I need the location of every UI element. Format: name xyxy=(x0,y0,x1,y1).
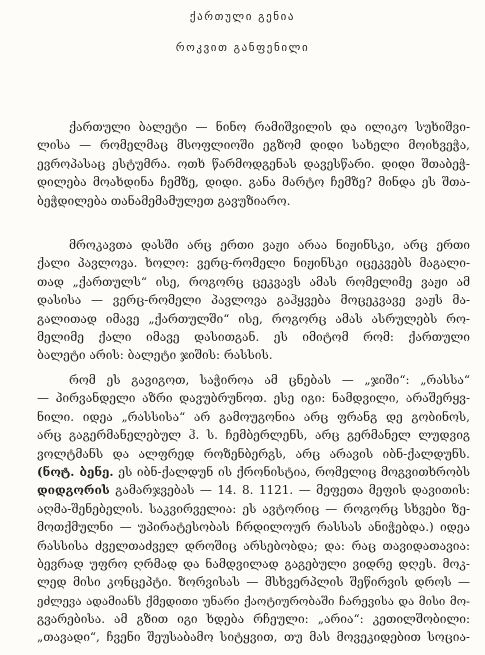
page-subtitle: როკვით განფენილი xyxy=(175,41,310,54)
text-line: აღმა-შენებელის. საკვირველია: ეს ავტორიც — როგორც სხვები ზე- xyxy=(37,501,470,516)
paragraph-3 xyxy=(37,371,470,647)
text-line: ვოლტმანს და ალფრედ როზენბერგს, არც არავის იბნ-ქალდუნს. xyxy=(37,446,470,461)
text-line xyxy=(37,463,470,481)
text-line: ქალი პავლოვა. ხოლო: ვერც-რომელი ნიჟინსკი იცეკვებს მაგალი- xyxy=(37,256,470,271)
line-text: გამარჯვებას — 14. 8. 1121. — მეფეთა მეფის დავითის: xyxy=(109,483,470,498)
text-line: მოთქმულნი — უპირატესობას ჩრდილოურ რასსას ანიჭებდა.) იდეა xyxy=(37,520,470,535)
text-line: გვარებისა. ამ გზით იგი ხდება რჩეული: „არია“: კეთილშობილი: xyxy=(37,612,470,627)
text-line: ლედ მისი კონცეპტი. ზორვისას — მსხვერპლის შეწირვის დროს — xyxy=(37,575,470,590)
text-line: არც გაგერმანელებულ ჰ. ს. ჩემბერლენს, არც გერმანელ ლუდვიგ xyxy=(37,428,470,443)
line-text: ეს იბნ-ქალდუნ ის ქრონისტია, რომელიც მოგვითხრობს xyxy=(113,464,470,479)
text-line: მროკავთა დასში არც ერთი ვაჟი არაა ნიჟინსკი, არც ერთი xyxy=(69,238,470,252)
text-line: რომ ეს გავიგოთ, საჭიროა ამ ცნებას — „ჯიში“: „რასსა“ xyxy=(69,373,470,387)
text-line: ევროპასაც ესტუმრა. ოთხ წარმოდგენას დავესწარი. დიდი შთაბეჭ- xyxy=(37,156,470,171)
text-line: თად „ქართულს“ ისე, როგორც ცეკვავს ამას რომელიმე ვაჟი ამ xyxy=(37,274,470,289)
text-line: ლისა — რომელმაც მსოფლიოში ეგზომ დიდი სახელი მოიხვეჭა, xyxy=(37,138,470,153)
text-line: ბალეტი არის: ბალეტი ჯიშის: რასსის. xyxy=(37,348,273,363)
text-line: „თავადი“, ჩვენი შეუსაბამო სიტყვით, თუ მას მოვეკიდებით სოცია- xyxy=(37,630,470,645)
text-line: ბევრად უფრო ღრმად და ნამდვილად გაგებული ვიდრე დღეს. მოკ- xyxy=(37,556,470,571)
text-line: დილება მოახდინა ჩემზე, დიდი. განა მარტო ჩემზე? მინდა ეს შთა- xyxy=(37,175,470,190)
paragraph-2 xyxy=(37,236,470,365)
text-line: რასსისა ძველთაძველ დროშიც არსებობდა; და: რაც თავიდათავია: xyxy=(37,538,470,553)
text-line: ქართული ბალეტი — ნინო რამიშვილის და ილიკო სუხიშვი- xyxy=(69,120,470,134)
text-line: დასისა — ვერც-რომელი პავლოვა გაჰყვება მოცეკვავე ვაჟს მა- xyxy=(37,293,470,308)
page-title: ქართული გენია xyxy=(189,10,296,23)
text-line: ბეჭდილება თანამემამულეთ გავუზიარო. xyxy=(37,193,291,208)
text-line: ნილი. იდეა „რასსისა“ არ გამოუგონია არც ფრანგ დე გობინოს, xyxy=(37,409,470,424)
bold-text: (ნოტ. ბენე. xyxy=(37,464,114,479)
text-line: ეძლევა ადამიანს ქმედითი უნარი ქაოტიურობაში ჩარევისა და მისი მო- xyxy=(37,593,470,608)
text-line xyxy=(37,481,470,499)
bold-text: დიდგორის xyxy=(37,483,110,498)
text-line: მელიმე ქალი იმავე დასითგან. ეს იმიტომ რომ: ქართული xyxy=(37,329,470,344)
text-line: — პირვანდელი აზრი დავუბრუნოთ. ესე იგი: ნამდვილი, არაშერყვ- xyxy=(37,391,470,406)
text-line: გალითად იმავე „ქართულში“ ისე, როგორც ამას ასრულებს რო- xyxy=(37,311,470,326)
paragraph-1 xyxy=(37,118,470,210)
